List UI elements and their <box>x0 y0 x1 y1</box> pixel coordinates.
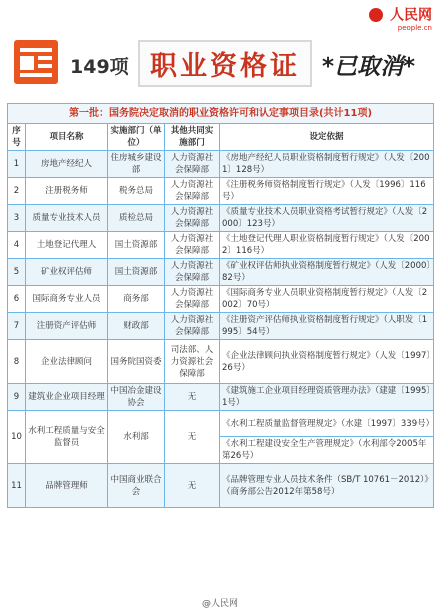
row-number: 3 <box>8 205 26 232</box>
item-basis: 《建筑施工企业项目经理资质管理办法》（建建〔1995〕1号） <box>220 384 434 411</box>
item-dept: 国土资源部 <box>108 232 165 259</box>
table-row <box>8 411 434 437</box>
row-number: 5 <box>8 259 26 286</box>
people-logo <box>369 4 432 32</box>
column-header: 项目名称 <box>26 124 108 151</box>
item-name: 土地登记代理人 <box>26 232 108 259</box>
batch-title: 第一批：国务院决定取消的职业资格许可和认定事项目录(共计11项) <box>8 104 434 124</box>
table-row <box>8 151 434 178</box>
people-logo-icon <box>369 8 383 22</box>
table-row <box>8 205 434 232</box>
table-row <box>8 340 434 384</box>
table-row <box>8 384 434 411</box>
column-header: 序号 <box>8 124 26 151</box>
row-number: 8 <box>8 340 26 384</box>
row-number: 7 <box>8 313 26 340</box>
item-name: 注册税务师 <box>26 178 108 205</box>
item-codept: 无 <box>165 464 220 508</box>
item-basis: 《注册资产评估师执业资格制度暂行规定》（人职发〔1995〕54号） <box>220 313 434 340</box>
item-basis: 《水利工程建设安全生产管理规定》（水利部令2005年第26号） <box>220 437 434 464</box>
item-name: 注册资产评估师 <box>26 313 108 340</box>
item-codept: 人力资源社会保障部 <box>165 151 220 178</box>
item-basis: 《质量专业技术人员职业资格考试暂行规定》（人发〔2000〕123号） <box>220 205 434 232</box>
item-name: 水利工程质量与安全监督员 <box>26 411 108 464</box>
item-dept: 国土资源部 <box>108 259 165 286</box>
item-basis: 《矿业权评估师执业资格制度暂行规定》（人发〔2000〕82号） <box>220 259 434 286</box>
row-number: 10 <box>8 411 26 464</box>
item-codept: 司法部、人力资源社会保障部 <box>165 340 220 384</box>
item-basis: 《房地产经纪人员职业资格制度暂行规定》（人发〔2001〕128号） <box>220 151 434 178</box>
header-banner <box>0 34 440 98</box>
logo-name: 人民网 <box>390 7 432 24</box>
table-row <box>8 464 434 508</box>
item-codept: 无 <box>165 384 220 411</box>
row-number: 2 <box>8 178 26 205</box>
item-codept: 人力资源社会保障部 <box>165 205 220 232</box>
item-basis: 《水利工程质量监督管理规定》（水建〔1997〕339号） <box>220 411 434 437</box>
row-number: 6 <box>8 286 26 313</box>
table-row <box>8 313 434 340</box>
item-basis: 《国际商务专业人员职业资格制度暂行规定》（人发〔2002〕70号） <box>220 286 434 313</box>
document-icon <box>14 40 58 84</box>
table-row <box>8 286 434 313</box>
item-count: 149项 <box>70 56 129 78</box>
item-basis: 《土地登记代理人职业资格制度暂行规定》（人发〔2002〕116号） <box>220 232 434 259</box>
item-dept: 财政部 <box>108 313 165 340</box>
item-codept: 无 <box>165 411 220 464</box>
row-number: 11 <box>8 464 26 508</box>
item-dept: 商务部 <box>108 286 165 313</box>
item-name: 建筑业企业项目经理 <box>26 384 108 411</box>
batch-title-row <box>8 104 434 124</box>
item-codept: 人力资源社会保障部 <box>165 313 220 340</box>
item-codept: 人力资源社会保障部 <box>165 178 220 205</box>
table-row <box>8 178 434 205</box>
item-dept: 水利部 <box>108 411 165 464</box>
item-dept: 税务总局 <box>108 178 165 205</box>
column-header: 其他共同实施部门 <box>165 124 220 151</box>
item-name: 质量专业技术人员 <box>26 205 108 232</box>
row-number: 9 <box>8 384 26 411</box>
item-basis: 《企业法律顾问执业资格制度暂行规定》（人发〔1997〕26号） <box>220 340 434 384</box>
item-codept: 人力资源社会保障部 <box>165 259 220 286</box>
table-row <box>8 232 434 259</box>
table-header-row <box>8 124 434 151</box>
item-name: 国际商务专业人员 <box>26 286 108 313</box>
item-name: 房地产经纪人 <box>26 151 108 178</box>
item-codept: 人力资源社会保障部 <box>165 286 220 313</box>
item-name: 企业法律顾问 <box>26 340 108 384</box>
item-name: 矿业权评估师 <box>26 259 108 286</box>
logo-url: people.cn <box>397 23 432 32</box>
row-number: 4 <box>8 232 26 259</box>
item-dept: 质检总局 <box>108 205 165 232</box>
item-dept: 住房城乡建设部 <box>108 151 165 178</box>
item-basis: 《注册税务师资格制度暂行规定》（人发〔1996〕116号） <box>220 178 434 205</box>
status-text: *已取消* <box>322 54 416 80</box>
column-header: 实施部门（单位） <box>108 124 165 151</box>
watermark: @人民网 <box>201 599 238 609</box>
column-header: 设定依据 <box>220 124 434 151</box>
item-dept: 国务院国资委 <box>108 340 165 384</box>
row-number: 1 <box>8 151 26 178</box>
item-codept: 人力资源社会保障部 <box>165 232 220 259</box>
item-dept: 中国冶金建设协会 <box>108 384 165 411</box>
table-row <box>8 259 434 286</box>
qualification-table <box>7 103 434 508</box>
item-dept: 中国商业联合会 <box>108 464 165 508</box>
item-basis: 《品牌管理专业人员技术条件（SB/T 10761－2012）》（商务部公告2012年第58号） <box>220 464 434 508</box>
page-title: 职业资格证 <box>138 40 312 87</box>
item-name: 品牌管理师 <box>26 464 108 508</box>
